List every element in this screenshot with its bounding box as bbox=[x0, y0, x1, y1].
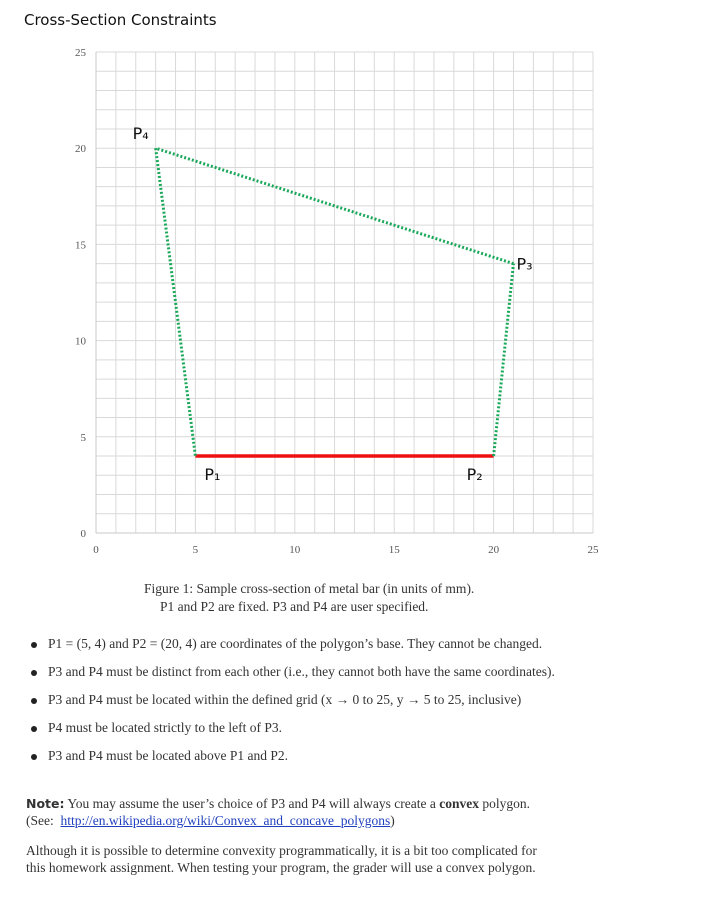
point-label-p3: P₃ bbox=[516, 254, 533, 274]
note-bold-word: convex bbox=[439, 796, 479, 811]
convexity-paragraph bbox=[26, 842, 537, 876]
wikipedia-link[interactable]: http://en.wikipedia.org/wiki/Convex_and_concave_polygons bbox=[60, 813, 391, 828]
y-tick-label: 5 bbox=[80, 431, 86, 444]
paragraph-line-1: Although it is possible to determine convexity programmatically, it is a bit too complicated for bbox=[26, 843, 537, 858]
see-suffix: ) bbox=[390, 813, 395, 828]
see-prefix: (See: bbox=[26, 813, 54, 828]
list-item: P3 and P4 must be located above P1 and P2. bbox=[48, 748, 288, 763]
list-item: P4 must be located strictly to the left of P3. bbox=[48, 720, 282, 735]
point-label-p2: P₂ bbox=[466, 465, 483, 485]
y-tick-label: 10 bbox=[75, 335, 86, 348]
point-label-p4: P₄ bbox=[132, 124, 149, 144]
note-text-end: polygon. bbox=[482, 796, 530, 811]
list-item: P1 = (5, 4) and P2 = (20, 4) are coordinates of the polygon’s base. They cannot be changed. bbox=[48, 636, 543, 651]
x-tick-label: 5 bbox=[192, 544, 199, 556]
y-tick-label: 20 bbox=[75, 143, 86, 156]
note-block bbox=[26, 795, 530, 829]
y-tick-label: 25 bbox=[75, 47, 86, 59]
list-item: P3 and P4 must be distinct from each other (i.e., they cannot both have the same coordinates). bbox=[48, 664, 555, 679]
x-tick-label: 25 bbox=[587, 544, 599, 556]
x-tick-label: 0 bbox=[93, 544, 99, 556]
point-label-p1: P₁ bbox=[204, 465, 221, 485]
note-label: Note: bbox=[26, 796, 65, 811]
note-text: You may assume the user’s choice of P3 and P4 will always create a bbox=[67, 796, 436, 811]
list-item: P3 and P4 must be located within the defined grid (x → 0 to 25, y → 5 to 25, inclusive) bbox=[48, 692, 522, 707]
page-title: Cross-Section Constraints bbox=[24, 11, 217, 29]
y-tick-label: 0 bbox=[80, 528, 86, 540]
paragraph-line-2: this homework assignment. When testing your program, the grader will use a convex polygon. bbox=[26, 860, 536, 875]
caption-line-2: P1 and P2 are fixed. P3 and P4 are user specified. bbox=[160, 599, 429, 614]
caption-line-1: Figure 1: Sample cross-section of metal bar (in units of mm). bbox=[144, 581, 475, 596]
x-tick-label: 15 bbox=[388, 544, 400, 556]
x-tick-label: 10 bbox=[289, 544, 301, 556]
y-tick-label: 15 bbox=[75, 239, 86, 252]
x-tick-label: 20 bbox=[488, 544, 500, 556]
